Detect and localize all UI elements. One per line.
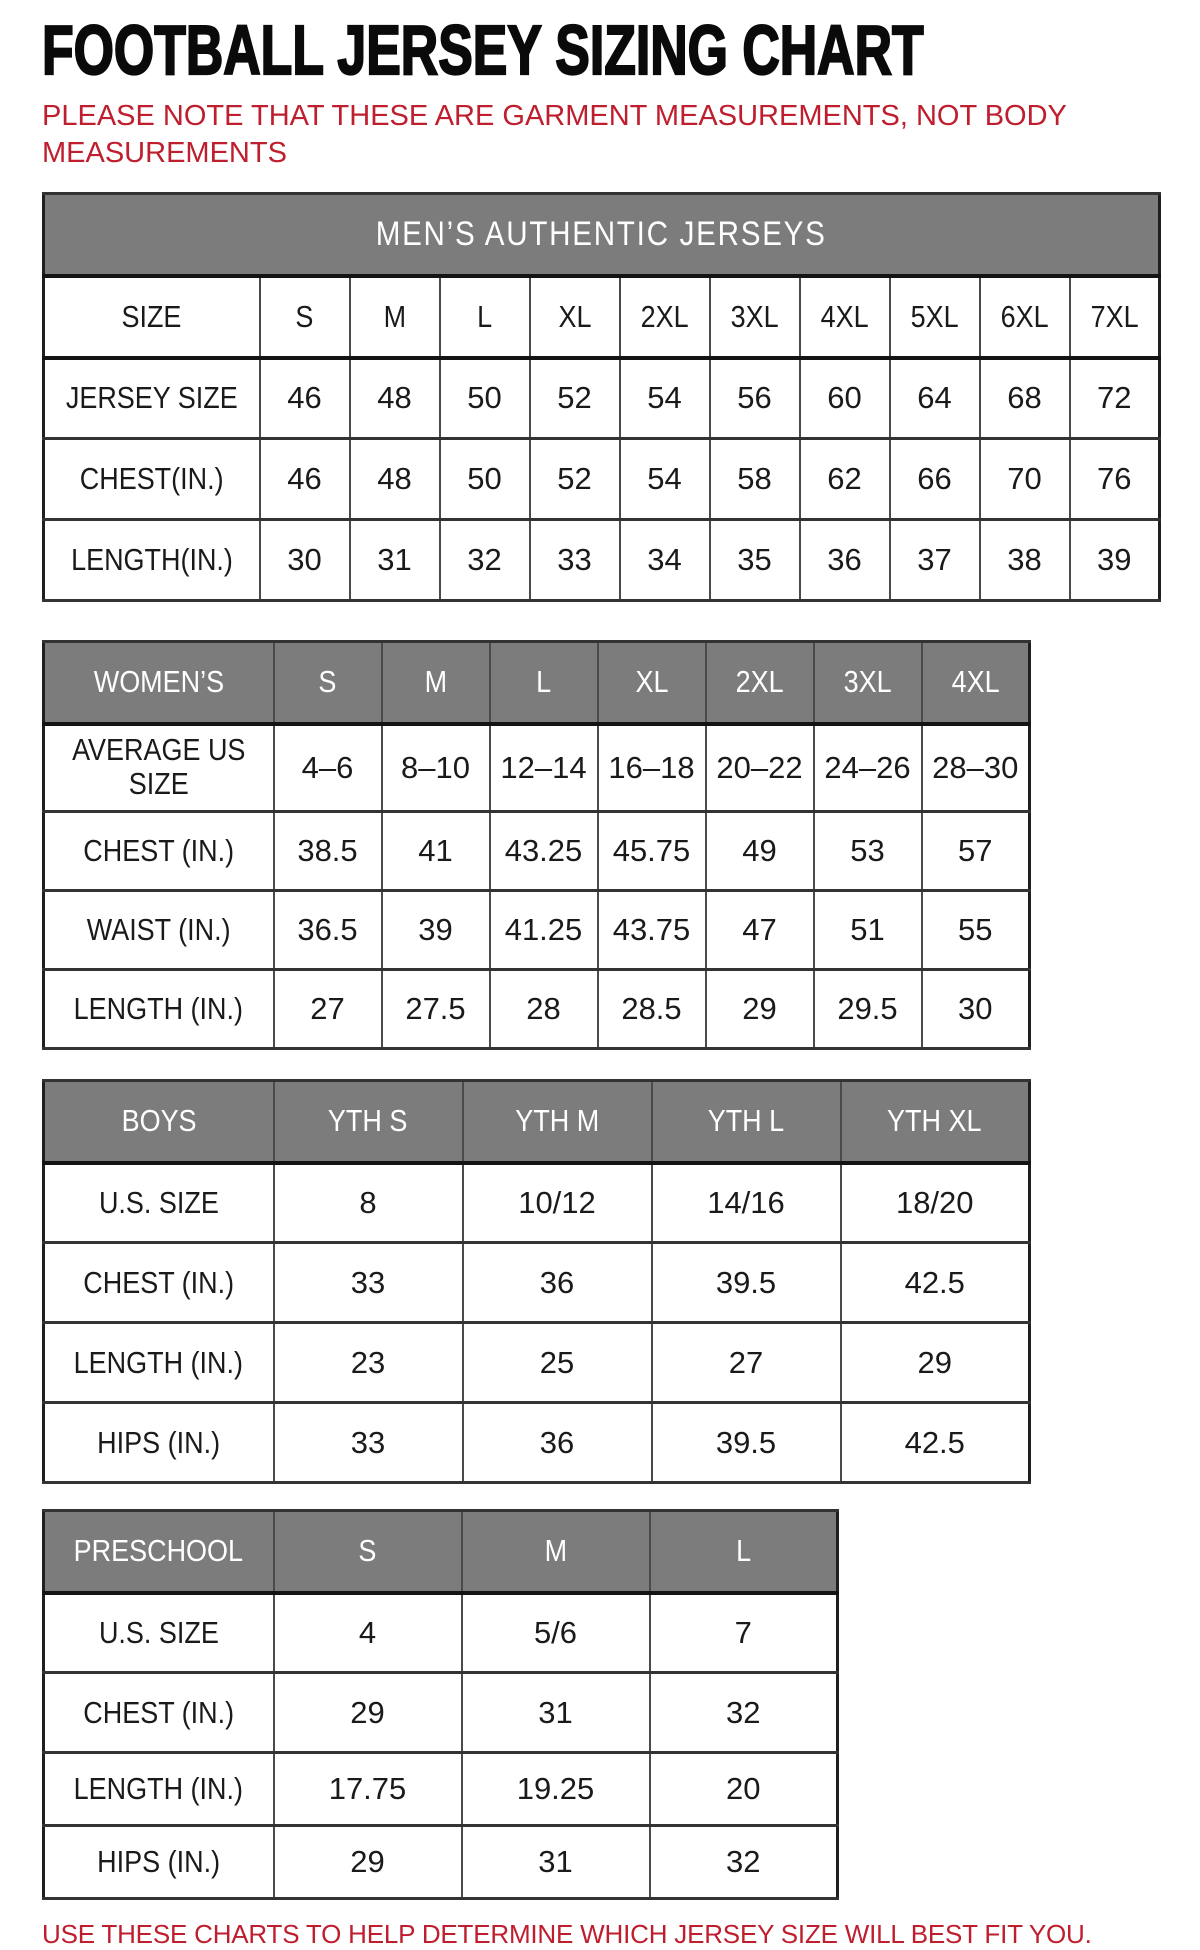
column-header-label: 2XL — [735, 664, 784, 700]
table-cell: 7 — [650, 1593, 838, 1673]
row-label: CHEST(IN.) — [79, 461, 224, 496]
table-row — [44, 439, 1160, 520]
table-cell: 34 — [620, 520, 710, 601]
table-cell: 38.5 — [274, 812, 382, 891]
column-header-label: 6XL — [1000, 298, 1049, 334]
table-cell: 8 — [274, 1163, 463, 1243]
table-cell: 35 — [710, 520, 800, 601]
table-cell: 32 — [650, 1826, 838, 1899]
row-label-cell — [44, 1163, 274, 1243]
column-header-cell — [274, 642, 382, 724]
boys-jerseys-table — [42, 1079, 1031, 1484]
table-cell: 29 — [706, 970, 814, 1049]
table-cell: 64 — [890, 358, 980, 439]
column-header-label: M — [383, 298, 406, 334]
table-cell: 30 — [260, 520, 350, 601]
row-label: HIPS (IN.) — [97, 1424, 221, 1460]
column-header-cell — [710, 276, 800, 358]
column-header-label: S — [358, 1533, 377, 1569]
table-cell: 51 — [814, 891, 922, 970]
column-header-label: YTH M — [515, 1103, 599, 1139]
column-header-row — [44, 1081, 1030, 1163]
row-label-cell — [44, 1826, 274, 1899]
column-header-cell — [490, 642, 598, 724]
table-cell: 29 — [841, 1323, 1030, 1403]
column-header-cell — [260, 276, 350, 358]
table-cell: 27.5 — [382, 970, 490, 1049]
column-header-cell — [1070, 276, 1160, 358]
table-cell: 50 — [440, 439, 530, 520]
table-cell: 50 — [440, 358, 530, 439]
column-header-label: 3XL — [730, 298, 779, 334]
table-cell: 53 — [814, 812, 922, 891]
column-header-cell — [530, 276, 620, 358]
table-cell: 4 — [274, 1593, 462, 1673]
column-header-cell — [841, 1081, 1030, 1163]
row-label: LENGTH (IN.) — [74, 1344, 244, 1380]
table-cell: 46 — [260, 358, 350, 439]
column-header-label: L — [476, 298, 493, 334]
table-cell: 10/12 — [463, 1163, 652, 1243]
table-cell: 54 — [620, 439, 710, 520]
row-label: LENGTH (IN.) — [74, 991, 244, 1026]
table-cell: 43.25 — [490, 812, 598, 891]
table-row — [44, 520, 1160, 601]
table-cell: 29 — [274, 1673, 462, 1753]
womens-jerseys-table — [42, 640, 1031, 1050]
row-label-cell — [44, 439, 260, 520]
column-header-cell — [650, 1511, 838, 1593]
table-cell: 37 — [890, 520, 980, 601]
row-label-cell — [44, 1753, 274, 1826]
table-cell: 27 — [652, 1323, 841, 1403]
table-row — [44, 1593, 838, 1673]
table-cell: 5/6 — [462, 1593, 650, 1673]
table-cell: 4–6 — [274, 724, 382, 812]
table-cell: 42.5 — [841, 1243, 1030, 1323]
row-label: LENGTH(IN.) — [70, 542, 233, 577]
table-cell: 28–30 — [922, 724, 1030, 812]
mens-table-banner-cell — [44, 194, 1160, 276]
table-row — [44, 891, 1030, 970]
table-row — [44, 358, 1160, 439]
row-label-cell — [44, 891, 274, 970]
column-header-label: 5XL — [910, 298, 959, 334]
table-cell: 46 — [260, 439, 350, 520]
table-cell: 76 — [1070, 439, 1160, 520]
row-label-cell — [44, 724, 274, 812]
column-header-label: 7XL — [1090, 298, 1139, 334]
row-label-cell — [44, 1323, 274, 1403]
column-header-cell — [814, 642, 922, 724]
table-cell: 31 — [350, 520, 440, 601]
table-cell: 49 — [706, 812, 814, 891]
table-cell: 19.25 — [462, 1753, 650, 1826]
column-header-label: XL — [557, 298, 591, 334]
table-row — [44, 1163, 1030, 1243]
column-header-label: YTH S — [328, 1103, 408, 1139]
table-cell: 52 — [530, 358, 620, 439]
column-header-row — [44, 276, 1160, 358]
column-header-row — [44, 1511, 838, 1593]
table-row — [44, 724, 1030, 812]
table-cell: 23 — [274, 1323, 463, 1403]
column-header-cell — [890, 276, 980, 358]
table-cell: 17.75 — [274, 1753, 462, 1826]
table-cell: 36 — [800, 520, 890, 601]
table-cell: 41 — [382, 812, 490, 891]
table-row — [44, 1323, 1030, 1403]
table-cell: 12–14 — [490, 724, 598, 812]
column-header-label: YTH XL — [887, 1103, 982, 1139]
table-cell: 56 — [710, 358, 800, 439]
table-cell: 48 — [350, 358, 440, 439]
column-header-cell — [462, 1511, 650, 1593]
table-cell: 41.25 — [490, 891, 598, 970]
table-cell: 42.5 — [841, 1403, 1030, 1483]
table-row — [44, 1826, 838, 1899]
table-cell: 36 — [463, 1243, 652, 1323]
column-header-cell — [44, 276, 260, 358]
column-header-label: YTH L — [707, 1103, 785, 1139]
column-header-cell — [620, 276, 710, 358]
mens-table-banner: MEN’S AUTHENTIC JERSEYS — [376, 214, 827, 253]
column-header-label: 4XL — [820, 298, 869, 334]
row-label-cell — [44, 1673, 274, 1753]
table-row — [44, 1753, 838, 1826]
column-header-cell — [350, 276, 440, 358]
table-cell: 39.5 — [652, 1243, 841, 1323]
table-cell: 68 — [980, 358, 1070, 439]
table-cell: 54 — [620, 358, 710, 439]
table-cell: 31 — [462, 1673, 650, 1753]
table-cell: 43.75 — [598, 891, 706, 970]
table-cell: 28 — [490, 970, 598, 1049]
mens-authentic-jerseys-table — [42, 192, 1161, 602]
table-row — [44, 970, 1030, 1049]
row-label: U.S. SIZE — [98, 1614, 219, 1650]
column-header-cell — [800, 276, 890, 358]
table-cell: 39.5 — [652, 1403, 841, 1483]
table-cell: 66 — [890, 439, 980, 520]
column-header-cell — [440, 276, 530, 358]
row-label: CHEST (IN.) — [83, 1694, 235, 1730]
table-cell: 33 — [274, 1403, 463, 1483]
row-label-cell — [44, 520, 260, 601]
table-cell: 27 — [274, 970, 382, 1049]
row-label-cell — [44, 1243, 274, 1323]
chart-usage-note: USE THESE CHARTS TO HELP DETERMINE WHICH JERSEY SIZE WILL BEST FIT YOU. — [42, 1919, 1092, 1949]
table-cell: 20–22 — [706, 724, 814, 812]
column-header-cell — [44, 642, 274, 724]
row-label: JERSEY SIZE — [65, 380, 238, 416]
row-label-cell — [44, 1593, 274, 1673]
column-header-row — [44, 642, 1030, 724]
table-cell: 57 — [922, 812, 1030, 891]
preschool-jerseys-table — [42, 1509, 839, 1900]
column-header-label: PRESCHOOL — [74, 1533, 244, 1569]
column-header-cell — [274, 1081, 463, 1163]
garment-measurements-note: PLEASE NOTE THAT THESE ARE GARMENT MEASUREMENTS, NOT BODY MEASUREMENTS — [42, 100, 1067, 169]
row-label-cell — [44, 1403, 274, 1483]
row-label: HIPS (IN.) — [97, 1844, 221, 1879]
table-cell: 47 — [706, 891, 814, 970]
table-cell: 55 — [922, 891, 1030, 970]
column-header-label: L — [535, 664, 552, 700]
table-cell: 31 — [462, 1826, 650, 1899]
table-cell: 25 — [463, 1323, 652, 1403]
column-header-cell — [922, 642, 1030, 724]
table-cell: 20 — [650, 1753, 838, 1826]
table-cell: 60 — [800, 358, 890, 439]
table-cell: 52 — [530, 439, 620, 520]
page-title: FOOTBALL JERSEY SIZING CHART — [42, 11, 924, 89]
column-header-label: 4XL — [951, 664, 1000, 700]
row-label: CHEST (IN.) — [83, 1264, 235, 1300]
table-cell: 28.5 — [598, 970, 706, 1049]
column-header-cell — [598, 642, 706, 724]
table-cell: 14/16 — [652, 1163, 841, 1243]
column-header-cell — [463, 1081, 652, 1163]
table-cell: 29.5 — [814, 970, 922, 1049]
column-header-label: BOYS — [121, 1103, 197, 1139]
table-row — [44, 1403, 1030, 1483]
table-cell: 39 — [1070, 520, 1160, 601]
column-header-label: SIZE — [121, 298, 182, 334]
row-label-cell — [44, 970, 274, 1049]
table-cell: 32 — [650, 1673, 838, 1753]
column-header-label: 3XL — [843, 664, 892, 700]
row-label: LENGTH (IN.) — [74, 1771, 244, 1806]
column-header-cell — [382, 642, 490, 724]
column-header-cell — [44, 1081, 274, 1163]
table-row — [44, 1243, 1030, 1323]
row-label: CHEST (IN.) — [83, 833, 235, 868]
row-label-cell — [44, 812, 274, 891]
column-header-cell — [274, 1511, 462, 1593]
table-cell: 62 — [800, 439, 890, 520]
table-cell: 33 — [530, 520, 620, 601]
column-header-cell — [44, 1511, 274, 1593]
table-cell: 38 — [980, 520, 1070, 601]
column-header-cell — [980, 276, 1070, 358]
column-header-label: L — [735, 1533, 751, 1569]
table-cell: 29 — [274, 1826, 462, 1899]
table-cell: 48 — [350, 439, 440, 520]
table-cell: 32 — [440, 520, 530, 601]
table-cell: 45.75 — [598, 812, 706, 891]
column-header-label: WOMEN’S — [93, 664, 224, 700]
row-label: WAIST (IN.) — [86, 912, 231, 947]
table-cell: 16–18 — [598, 724, 706, 812]
column-header-cell — [706, 642, 814, 724]
column-header-label: XL — [634, 664, 668, 700]
row-label: AVERAGE US SIZE — [72, 732, 246, 802]
row-label-cell — [44, 358, 260, 439]
table-cell: 36.5 — [274, 891, 382, 970]
table-cell: 24–26 — [814, 724, 922, 812]
table-row — [44, 812, 1030, 891]
table-cell: 70 — [980, 439, 1070, 520]
column-header-label: S — [318, 664, 337, 700]
column-header-label: M — [424, 664, 447, 700]
column-header-label: S — [295, 298, 314, 334]
table-cell: 30 — [922, 970, 1030, 1049]
table-cell: 72 — [1070, 358, 1160, 439]
table-cell: 36 — [463, 1403, 652, 1483]
table-cell: 33 — [274, 1243, 463, 1323]
table-cell: 8–10 — [382, 724, 490, 812]
column-header-label: M — [544, 1533, 567, 1569]
column-header-cell — [652, 1081, 841, 1163]
table-cell: 58 — [710, 439, 800, 520]
table-banner-row — [44, 194, 1160, 276]
table-row — [44, 1673, 838, 1753]
column-header-label: 2XL — [640, 298, 689, 334]
table-cell: 18/20 — [841, 1163, 1030, 1243]
row-label: U.S. SIZE — [98, 1184, 219, 1220]
table-cell: 39 — [382, 891, 490, 970]
